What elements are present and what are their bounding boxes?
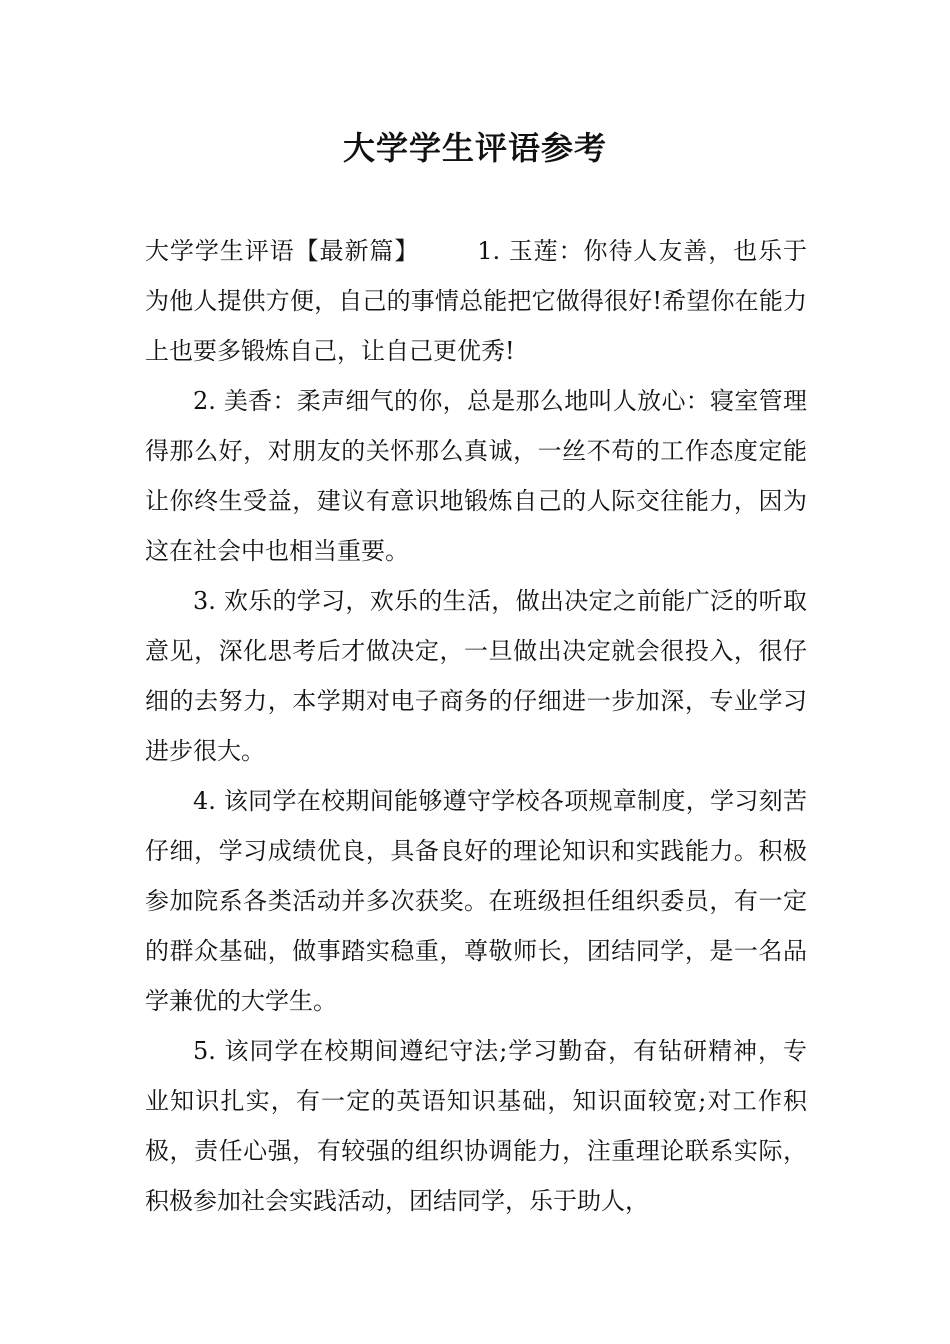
intro-heading: 大学学生评语【最新篇】 (145, 237, 420, 265)
document-title: 大学学生评语参考 (342, 129, 607, 167)
paragraph-2: 2. 美香：柔声细气的你，总是那么地叫人放心：寝室管理得那么好，对朋友的关怀那么真诚，一丝不苟的工作态度定能让你终生受益，建议有意识地锻炼自己的人际交往能力，因为这在社会中也相当重要。 (145, 387, 807, 565)
document-body (145, 226, 807, 1226)
paragraph-5: 5. 该同学在校期间遵纪守法;学习勤奋，有钻研精神，专业知识扎实，有一定的英语知识基础，知识面较宽;对工作积极，责任心强，有较强的组织协调能力，注重理论联系实际，积极参加社会实践活动，团结同学，乐于助人， (145, 1037, 807, 1215)
paragraph-4: 4. 该同学在校期间能够遵守学校各项规章制度，学习刻苦仔细，学习成绩优良，具备良好的理论知识和实践能力。积极参加院系各类活动并多次获奖。在班级担任组织委员，有一定的群众基础，做事踏实稳重，尊敬师长，团结同学，是一名品学兼优的大学生。 (145, 787, 807, 1015)
paragraph-3: 3. 欢乐的学习，欢乐的生活，做出决定之前能广泛的听取意见，深化思考后才做决定，一旦做出决定就会很投入，很仔细的去努力，本学期对电子商务的仔细进一步加深，专业学习进步很大。 (145, 587, 807, 765)
paragraph-1-text: 1. 玉莲：你待人友善，也乐于为他人提供方便，自己的事情总能把它做得很好!希望你在能力上也要多锻炼自己，让自己更优秀! (145, 237, 808, 365)
paragraph-1 (145, 226, 807, 376)
